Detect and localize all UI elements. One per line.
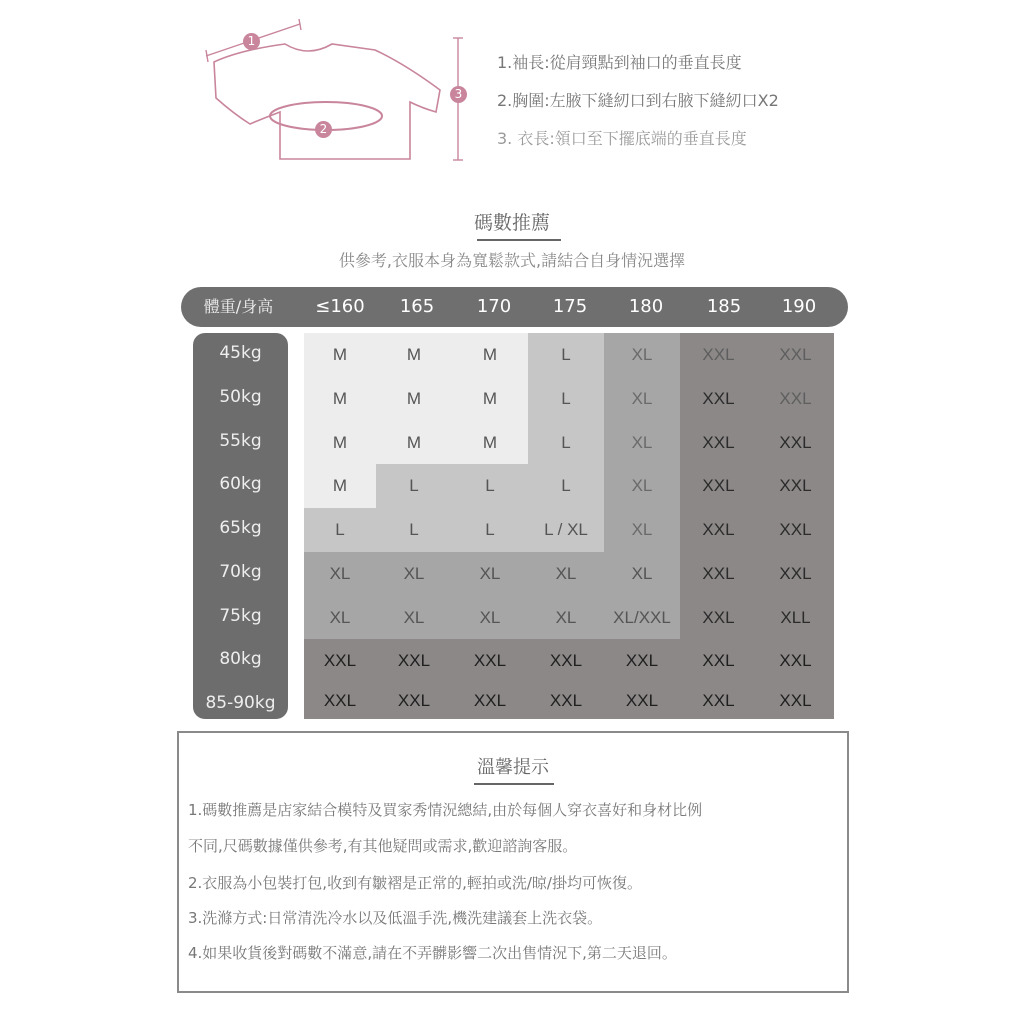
height-header-bar [181, 287, 848, 327]
height-header: 175 [552, 296, 588, 317]
size-cell: XL [631, 520, 653, 539]
corner-label: 體重/身高 [203, 297, 274, 316]
marker-1: 1 [243, 33, 260, 50]
size-cell: L [485, 476, 495, 495]
weight-label: 60kg [219, 474, 262, 494]
size-cell: XXL [779, 564, 812, 583]
size-cell: L [409, 520, 419, 539]
size-cell: XXL [779, 345, 812, 364]
tip-line: 不同,尺碼數據僅供參考,有其他疑問或需求,歡迎諮詢客服。 [188, 837, 578, 855]
size-cell: XXL [625, 691, 659, 710]
height-header: 190 [781, 296, 817, 317]
tip-line: 4.如果收貨後對碼數不滿意,請在不弄髒影響二次出售情況下,第二天退回。 [188, 944, 677, 962]
size-cell: XXL [779, 432, 812, 452]
size-cell: XL [631, 476, 653, 495]
size-cell: XXL [625, 651, 659, 670]
size-cell: XXL [397, 691, 431, 710]
size-cell: XXL [702, 691, 735, 710]
size-cell: XXL [702, 651, 735, 670]
size-cell: XXL [702, 476, 735, 495]
size-cell: XL [479, 607, 501, 627]
tip-line: 1.碼數推薦是店家結合模特及買家秀情況總結,由於每個人穿衣喜好和身材比例 [188, 801, 703, 819]
size-cell: XL [555, 564, 577, 583]
measurement-diagram [200, 14, 480, 164]
size-cell: L [561, 345, 571, 364]
size-cell: XL [403, 607, 425, 627]
size-cell: L [335, 520, 345, 539]
size-cell: M [406, 432, 422, 452]
size-cell: XXL [702, 432, 735, 452]
size-cell: XXL [702, 607, 735, 627]
legend-chest: 2.胸圍:左腋下縫紉口到右腋下縫紉口X2 [497, 91, 779, 110]
tips-title: 溫馨提示 [477, 757, 549, 778]
size-cell: L [561, 476, 571, 495]
legend-sleeve: 1.袖長:從肩頸點到袖口的垂直長度 [497, 53, 742, 72]
size-cell: XXL [779, 651, 812, 670]
size-cell: XXL [397, 651, 431, 670]
size-section-subtitle: 供參考,衣服本身為寬鬆款式,請結合自身情況選擇 [338, 251, 686, 270]
size-cell: XXL [323, 691, 357, 710]
size-cell: XL [631, 564, 653, 583]
weight-label: 80kg [219, 649, 262, 669]
size-section-title: 碼數推薦 [473, 212, 550, 234]
height-header: ≤160 [315, 296, 365, 317]
height-header: 170 [476, 296, 512, 317]
size-cell: L [409, 476, 419, 495]
size-cell: XXL [702, 564, 735, 583]
shirt-outline-icon [200, 14, 480, 164]
size-cell: M [332, 345, 348, 364]
title-underline [477, 239, 561, 241]
weight-column [193, 333, 288, 719]
size-cell: XXL [779, 389, 812, 408]
size-cell: XXL [779, 691, 812, 710]
marker-3: 3 [450, 86, 467, 103]
size-cell: XL [631, 345, 653, 364]
size-cell: XL [479, 564, 501, 583]
size-cell: XL [329, 564, 351, 583]
size-cell: XXL [473, 651, 507, 670]
size-cell: XXL [323, 651, 357, 670]
size-cell: L / XL [544, 520, 588, 539]
height-header: 185 [706, 296, 742, 317]
size-cell: XXL [473, 691, 507, 710]
size-cell: XLL [780, 607, 811, 627]
tips-box [177, 731, 849, 993]
weight-label: 70kg [219, 562, 262, 582]
size-grid [304, 333, 834, 719]
marker-2: 2 [315, 121, 332, 138]
legend-length: 3. 衣長:領口至下擺底端的垂直長度 [497, 129, 747, 148]
size-cell: M [332, 389, 348, 408]
tips-title-underline [474, 783, 554, 785]
size-cell: XXL [549, 691, 583, 710]
size-cell: M [332, 476, 348, 495]
weight-label: 45kg [219, 343, 262, 363]
height-header: 165 [399, 296, 435, 317]
tip-line: 3.洗滌方式:日常清洗冷水以及低溫手洗,機洗建議套上洗衣袋。 [188, 909, 603, 927]
tip-line: 2.衣服為小包裝打包,收到有皺褶是正常的,輕拍或洗/晾/掛均可恢復。 [188, 874, 642, 892]
size-cell: XL [631, 389, 653, 408]
size-cell: L [485, 520, 495, 539]
size-cell: XL [403, 564, 425, 583]
weight-label: 65kg [219, 518, 262, 538]
size-cell: M [482, 389, 498, 408]
size-cell: XL [329, 607, 351, 627]
size-cell: XXL [779, 476, 812, 495]
height-header: 180 [628, 296, 664, 317]
size-cell: XXL [549, 651, 583, 670]
weight-label: 55kg [219, 431, 262, 451]
weight-label: 85-90kg [205, 693, 276, 713]
size-cell: M [406, 345, 422, 364]
size-cell: M [332, 432, 348, 452]
size-cell: XXL [702, 345, 735, 364]
size-cell: XL/XXL [613, 607, 671, 627]
size-cell: L [561, 389, 571, 408]
size-cell: XXL [779, 520, 812, 539]
size-cell: XL [631, 432, 653, 452]
weight-label: 50kg [219, 387, 262, 407]
size-cell: XL [555, 607, 577, 627]
size-cell: XXL [702, 389, 735, 408]
size-cell: M [482, 432, 498, 452]
size-cell: XXL [702, 520, 735, 539]
size-cell: M [482, 345, 498, 364]
weight-label: 75kg [219, 606, 262, 626]
size-cell: L [561, 432, 571, 452]
size-cell: M [406, 389, 422, 408]
